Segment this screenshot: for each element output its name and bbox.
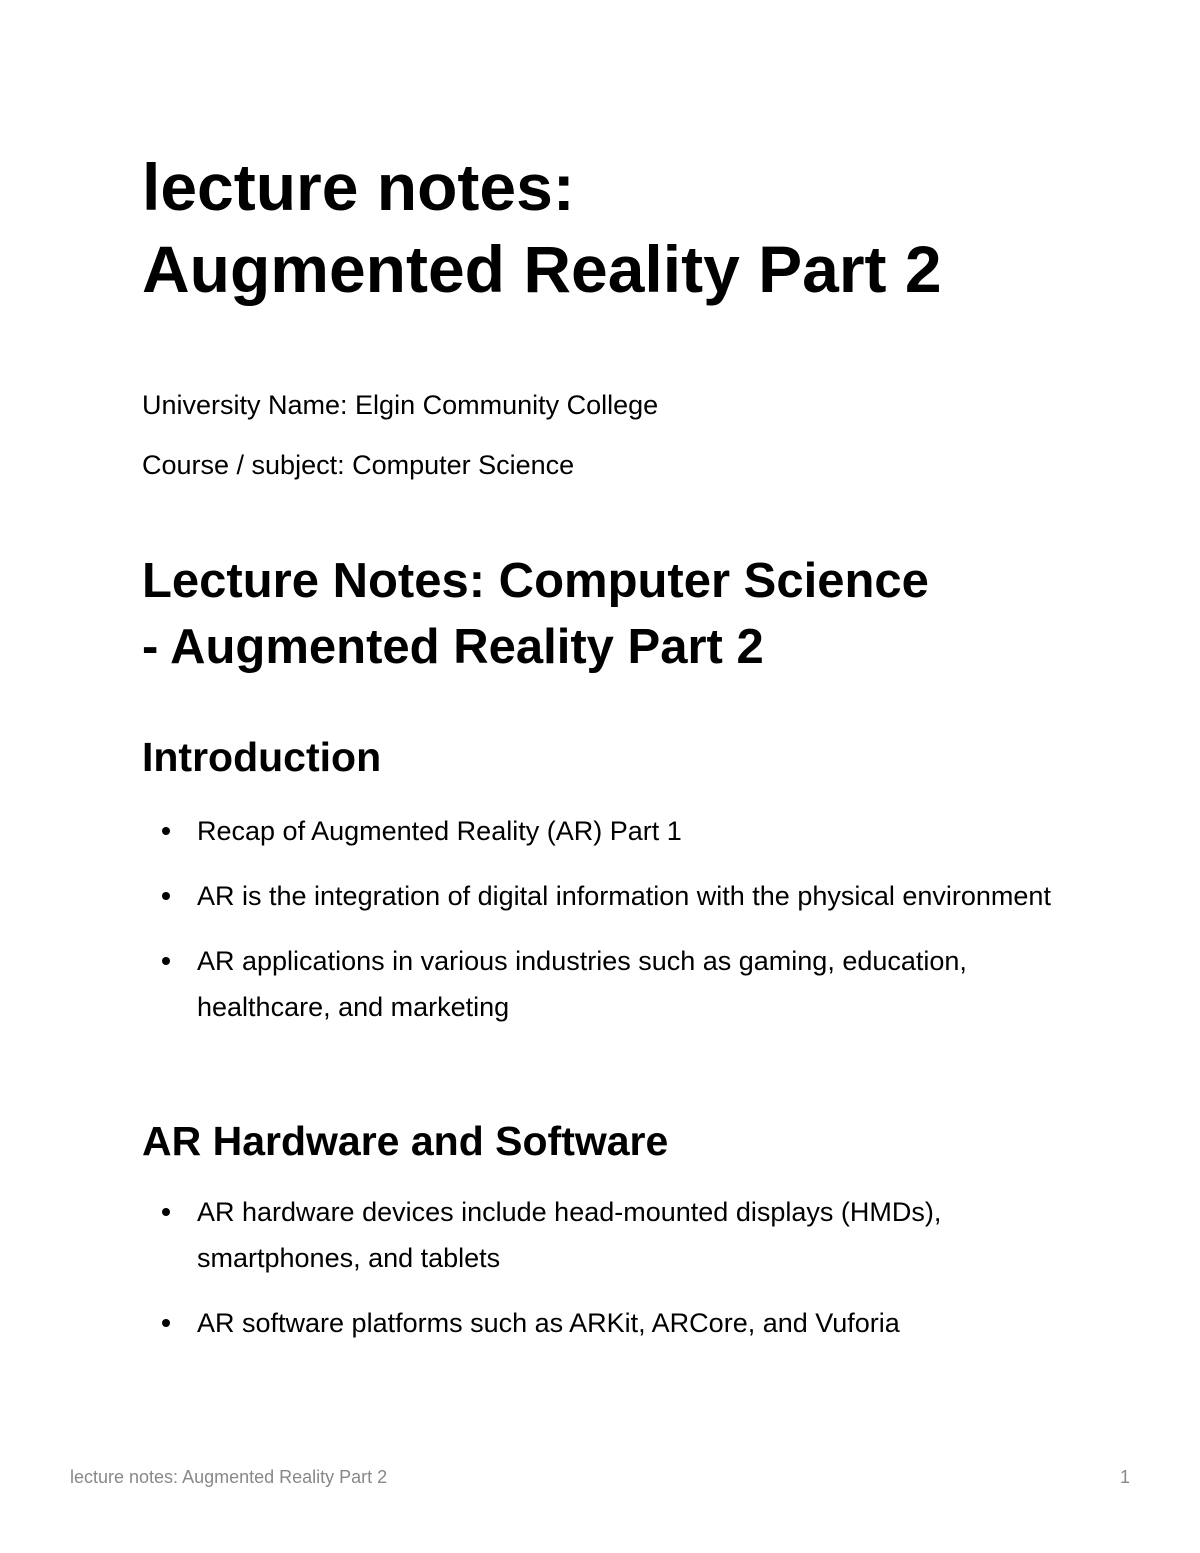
- university-name: University Name: Elgin Community College: [142, 390, 659, 420]
- course-subject: Course / subject: Computer Science: [142, 450, 575, 480]
- document-title: [142, 146, 1072, 310]
- bullet-icon: [162, 1208, 170, 1216]
- footer-page-number: 1: [1119, 1467, 1130, 1487]
- list-item-text: AR software platforms such as ARKit, ARCore, and Vuforia: [197, 1308, 900, 1338]
- section-heading-introduction: Introduction: [142, 734, 382, 780]
- document-title-line-1: lecture notes:: [142, 150, 575, 224]
- list-item: [142, 1300, 1072, 1346]
- document-title-line-2: Augmented Reality Part 2: [142, 232, 942, 306]
- bullet-icon: [162, 957, 170, 965]
- list-item-text: AR is the integration of digital information with the physical environment: [197, 881, 1051, 911]
- footer-document-title: lecture notes: Augmented Reality Part 2: [70, 1467, 388, 1487]
- main-heading-line-2: - Augmented Reality Part 2: [142, 620, 764, 674]
- list-item-text: AR applications in various industries such as gaming, education, healthcare, and marketing: [197, 946, 967, 1022]
- bullet-icon: [162, 892, 170, 900]
- ar-hardware-software-list: [142, 1189, 1072, 1365]
- bullet-icon: [162, 827, 170, 835]
- main-heading: [142, 548, 1072, 680]
- list-item: [142, 938, 1072, 1030]
- bullet-icon: [162, 1319, 170, 1327]
- list-item-text: AR hardware devices include head-mounted displays (HMDs), smartphones, and tablets: [197, 1197, 942, 1273]
- list-item-text: Recap of Augmented Reality (AR) Part 1: [197, 816, 682, 846]
- list-item: [142, 873, 1072, 919]
- list-item: [142, 1189, 1072, 1281]
- section-heading-ar-hardware-software: AR Hardware and Software: [142, 1118, 669, 1164]
- introduction-list: [142, 808, 1072, 1049]
- main-heading-line-1: Lecture Notes: Computer Science: [142, 554, 929, 608]
- list-item: [142, 808, 1072, 854]
